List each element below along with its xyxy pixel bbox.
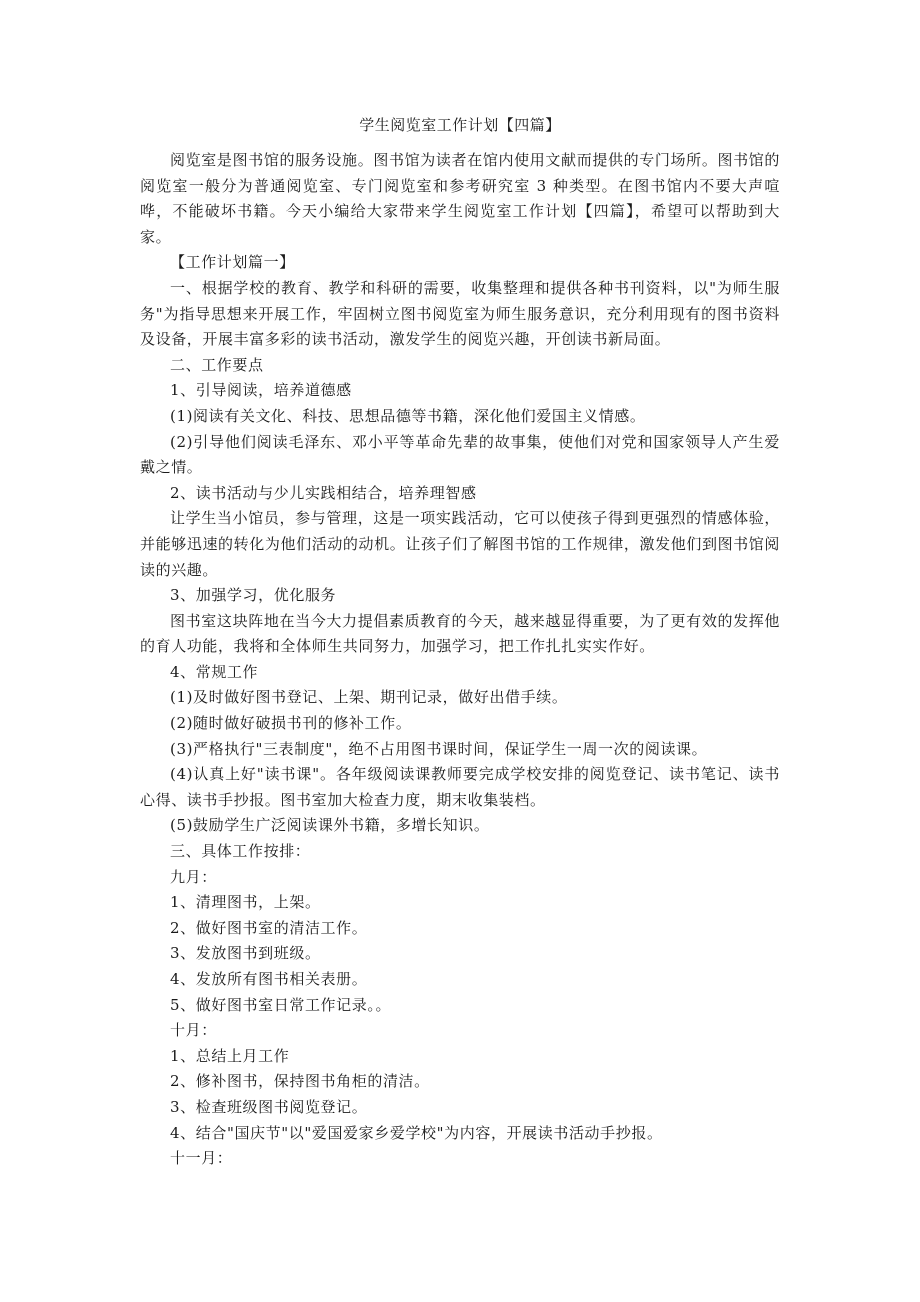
paragraph: 阅览室是图书馆的服务设施。图书馆为读者在馆内使用文献而提供的专门场所。图书馆的阅览室一般分为普通阅览室、专门阅览室和参考研究室 3 种类型。在图书馆内不要大声喧哗，不能破坏书籍。今天小编给大家带来学生阅览室工作计划【四篇】，希望可以帮助到大家。 (140, 151, 780, 246)
paragraph: 2、修补图书，保持图书角柜的清洁。 (170, 1072, 430, 1091)
paragraph: 十一月： (170, 1149, 233, 1168)
document-title: 学生阅览室工作计划【四篇】 (359, 116, 561, 134)
paragraph: 1、清理图书，上架。 (170, 893, 321, 912)
paragraph: 十月： (170, 1021, 217, 1040)
paragraph: 三、具体工作按排： (170, 842, 311, 861)
paragraph: 2、做好图书室的清洁工作。 (170, 918, 368, 937)
document-body (140, 148, 780, 1172)
paragraph: 让学生当小馆员，参与管理，这是一项实践活动，它可以使孩子得到更强烈的情感体验，并能够迅速的转化为他们活动的动机。让孩子们了解图书馆的工作规律，激发他们到图书馆阅读的兴趣。 (140, 509, 780, 579)
paragraph: 4、结合"国庆节"以"爱国爱家乡爱学校"为内容，开展读书活动手抄报。 (170, 1123, 663, 1142)
paragraph: 九月： (170, 867, 217, 886)
paragraph: (1)及时做好图书登记、上架、期刊记录，做好出借手续。 (170, 688, 568, 707)
paragraph: 一、根据学校的教育、教学和科研的需要，收集整理和提供各种书刊资料，以"为师生服务"为指导思想来开展工作，牢固树立图书阅览室为师生服务意识，充分利用现有的图书资料及设备，开展丰富多彩的读书活动，激发学生的阅览兴趣，开创读书新局面。 (140, 278, 780, 349)
paragraph: 5、做好图书室日常工作记录。。 (170, 995, 392, 1014)
paragraph: (2)随时做好破损书刊的修补工作。 (170, 714, 412, 733)
paragraph: 1、引导阅读，培养道德感 (170, 381, 352, 400)
paragraph: 4、常规工作 (170, 662, 259, 681)
paragraph: 二、工作要点 (170, 355, 264, 374)
paragraph: (5)鼓励学生广泛阅读课外书籍，多增长知识。 (170, 816, 490, 835)
paragraph: 3、检查班级图书阅览登记。 (170, 1097, 368, 1116)
paragraph: 1、总结上月工作 (170, 1046, 290, 1065)
paragraph: 【工作计划篇一】 (170, 253, 295, 272)
paragraph: (2)引导他们阅读毛泽东、邓小平等革命先辈的故事集，使他们对党和国家领导人产生爱戴之情。 (140, 432, 780, 477)
document-page (140, 112, 780, 1172)
paragraph: 图书室这块阵地在当今大力提倡素质教育的今天，越来越显得重要，为了更有效的发挥他的育人功能，我将和全体师生共同努力，加强学习，把工作扎扎实实作好。 (140, 611, 780, 656)
paragraph: 3、发放图书到班级。 (170, 944, 321, 963)
paragraph: (3)严格执行"三表制度"，绝不占用图书课时间，保证学生一周一次的阅读课。 (170, 739, 708, 758)
paragraph: (4)认真上好"读书课"。各年级阅读课教师要完成学校安排的阅览登记、读书笔记、读书心得、读书手抄报。图书室加大检查力度，期末收集装档。 (140, 765, 780, 809)
paragraph: 2、读书活动与少儿实践相结合，培养理智感 (170, 483, 477, 502)
paragraph: 4、发放所有图书相关表册。 (170, 970, 368, 988)
paragraph: 3、加强学习，优化服务 (170, 586, 337, 605)
paragraph: (1)阅读有关文化、科技、思想品德等书籍，深化他们爱国主义情感。 (170, 406, 646, 425)
